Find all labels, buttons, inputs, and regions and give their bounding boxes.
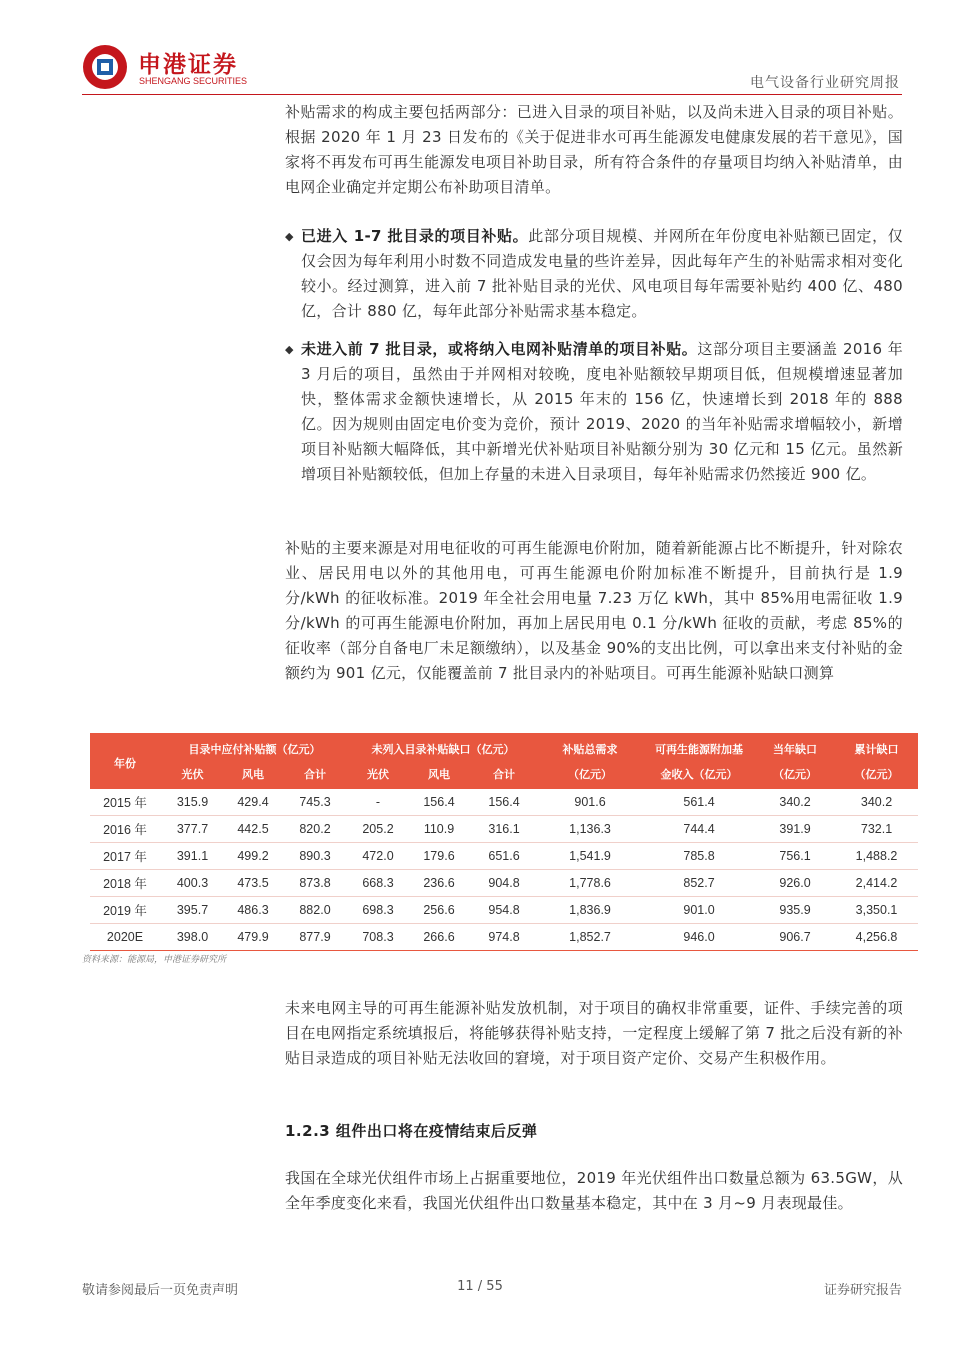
- table-cell: 1,136.3: [537, 816, 643, 843]
- bullet-text: [301, 337, 903, 487]
- subheader-wind: 风电: [225, 761, 281, 789]
- subheader-pv: 光伏: [160, 761, 225, 789]
- header-year-gap-unit: （亿元）: [755, 761, 835, 789]
- table-cell: 756.1: [755, 843, 835, 870]
- table-cell: 179.6: [407, 843, 471, 870]
- table-cell: 1,778.6: [537, 870, 643, 897]
- table-row: [90, 789, 918, 816]
- table-cell: -: [349, 789, 407, 816]
- table-cell: 110.9: [407, 816, 471, 843]
- table-cell: 340.2: [755, 789, 835, 816]
- table-cell: 852.7: [643, 870, 755, 897]
- table-cell: 954.8: [471, 897, 537, 924]
- table-cell: 904.8: [471, 870, 537, 897]
- table-cell: 340.2: [835, 789, 918, 816]
- table-cell: 873.8: [281, 870, 349, 897]
- table-cell: 890.3: [281, 843, 349, 870]
- paragraph-grid-mechanism: 未来电网主导的可再生能源补贴发放机制，对于项目的确权非常重要，证件、手续完善的项目在电网指定系统填报后，将能够获得补贴支持，一定程度上缓解了第 7 批之后没有新的补贴目录造成的项目补贴无法收回的窘境，对于项目资产定价、交易产生积极作用。: [285, 999, 903, 1067]
- table-cell: 2016 年: [90, 816, 160, 843]
- table-cell: 1,852.7: [537, 924, 643, 951]
- shengang-logo-icon: [82, 44, 128, 90]
- table-cell: 732.1: [835, 816, 918, 843]
- table-cell: 398.0: [160, 924, 225, 951]
- table-source-note: 资料来源：能源局，申港证券研究所: [82, 955, 227, 965]
- table-cell: 745.3: [281, 789, 349, 816]
- header-cumulative-gap-unit: （亿元）: [835, 761, 918, 789]
- bullet-heading: 未进入前 7 批目录，或将纳入电网补贴清单的项目补贴。: [301, 340, 698, 358]
- bullet-body: 这部分项目主要涵盖 2016 年 3 月后的项目，虽然由于并网相对较晚，度电补贴额较早期项目低，但规模增速显著加快，整体需求金额快速增长，从 2015 年末的 156 亿，快速增长到 2018 年的 888 亿。因为规则由固定电价变为竞价，预计 2019、2020 的当年补贴需求增幅较小，新增项目补贴额大幅降低，其中新增光伏补贴项目补贴额分别为 30 亿元和 15 亿元。虽然新增项目补贴额较低，但加上存量的未进入目录项目，每年补贴需求仍然接近 900 亿。: [301, 340, 904, 483]
- subheader-wind: 风电: [407, 761, 471, 789]
- table-cell: 708.3: [349, 924, 407, 951]
- subheader-pv: 光伏: [349, 761, 407, 789]
- table-cell: 946.0: [643, 924, 755, 951]
- table-row: [90, 816, 918, 843]
- table-cell: 901.0: [643, 897, 755, 924]
- table-cell: 668.3: [349, 870, 407, 897]
- table-cell: 316.1: [471, 816, 537, 843]
- table-cell: 3,350.1: [835, 897, 918, 924]
- table-cell: 429.4: [225, 789, 281, 816]
- table-cell: 395.7: [160, 897, 225, 924]
- table-cell: 698.3: [349, 897, 407, 924]
- header-total-demand: 补贴总需求: [537, 733, 643, 761]
- table-cell: 651.6: [471, 843, 537, 870]
- table-cell: 561.4: [643, 789, 755, 816]
- table-cell: 785.8: [643, 843, 755, 870]
- table-cell: 820.2: [281, 816, 349, 843]
- table-cell: 156.4: [471, 789, 537, 816]
- paragraph-subsidy-source: 补贴的主要来源是对用电征收的可再生能源电价附加，随着新能源占比不断提升，针对除农业、居民用电以外的其他用电，可再生能源电价附加标准不断提升，目前执行是 1.9 分/kWh 的征收标准。2019 年全社会用电量 7.23 万亿 kWh，其中 85%用电需征收 1.9 分/kWh 的可再生能源电价附加，再加上居民用电 0.1 分/kWh 征收的贡献，考虑 85%的征收率（部分自备电厂未足额缴纳），以及基金 90%的支出比例，可以拿出来支付补贴的金额约为 901 亿元，仅能覆盖前 7 批目录内的补贴项目。可再生能源补贴缺口测算: [285, 539, 903, 682]
- footer-report-type: 证券研究报告: [823, 1283, 902, 1298]
- bullet-unlisted-projects: [285, 337, 903, 487]
- paragraph-subsidy-composition: 补贴需求的构成主要包括两部分：已进入目录的项目补贴，以及尚未进入目录的项目补贴。根据 2020 年 1 月 23 日发布的《关于促进非水可再生能源发电健康发展的若干意见》，国家将不再发布可再生能源发电项目补助目录，所有符合条件的存量项目均纳入补贴清单，由电网企业确定并定期公布补助项目清单。: [285, 103, 903, 196]
- logo-english-name: SHENGANG SECURITIES: [139, 76, 248, 86]
- table-cell: 377.7: [160, 816, 225, 843]
- table-cell: 2017 年: [90, 843, 160, 870]
- table-cell: 1,488.2: [835, 843, 918, 870]
- page-number: 11 / 55: [457, 1279, 503, 1294]
- table-cell: 156.4: [407, 789, 471, 816]
- header-divider: [82, 94, 902, 95]
- paragraph-module-export: 我国在全球光伏组件市场上占据重要地位，2019 年光伏组件出口数量总额为 63.5GW，从全年季度变化来看，我国光伏组件出口数量基本稳定，其中在 3 月~9 月表现最佳。: [285, 1169, 903, 1212]
- bullet-heading: 已进入 1-7 批目录的项目补贴。: [301, 227, 529, 245]
- table-cell: 906.7: [755, 924, 835, 951]
- table-row: [90, 870, 918, 897]
- header-total-demand-unit: （亿元）: [537, 761, 643, 789]
- header-year: 年份: [90, 733, 160, 789]
- table-cell: 499.2: [225, 843, 281, 870]
- logo-chinese-name: 申港证券: [138, 52, 238, 78]
- company-logo: [82, 44, 332, 94]
- subsidy-gap-table: [90, 733, 918, 951]
- bullet-diamond-icon: ◆: [285, 343, 294, 356]
- header-listed-group: 目录中应付补贴额（亿元）: [160, 733, 349, 761]
- table-cell: 935.9: [755, 897, 835, 924]
- table-cell: 391.9: [755, 816, 835, 843]
- table-cell: 901.6: [537, 789, 643, 816]
- table-cell: 315.9: [160, 789, 225, 816]
- table-cell: 2015 年: [90, 789, 160, 816]
- table-cell: 236.6: [407, 870, 471, 897]
- table-cell: 2,414.2: [835, 870, 918, 897]
- table-cell: 442.5: [225, 816, 281, 843]
- table-cell: 479.9: [225, 924, 281, 951]
- table-row: [90, 924, 918, 951]
- table-row: [90, 897, 918, 924]
- table-cell: 882.0: [281, 897, 349, 924]
- header-cumulative-gap: 累计缺口: [835, 733, 918, 761]
- table-cell: 266.6: [407, 924, 471, 951]
- bullet-body: 此部分项目规模、并网所在年份度电补贴额已固定，仅仅会因为每年利用小时数不同造成发电量的些许差异，因此每年产生的补贴需求相对变化较小。经过测算，进入前 7 批补贴目录的光伏、风电项目每年需要补贴约 400 亿、480 亿，合计 880 亿，每年此部分补贴需求基本稳定。: [301, 227, 903, 320]
- table-cell: 205.2: [349, 816, 407, 843]
- table-cell: 877.9: [281, 924, 349, 951]
- header-fund-income-unit: 金收入（亿元）: [643, 761, 755, 789]
- table-cell: 256.6: [407, 897, 471, 924]
- table-cell: 2020E: [90, 924, 160, 951]
- table-cell: 974.8: [471, 924, 537, 951]
- table-row: [90, 843, 918, 870]
- table-cell: 2018 年: [90, 870, 160, 897]
- header-year-gap: 当年缺口: [755, 733, 835, 761]
- subheader-total: 合计: [281, 761, 349, 789]
- bullet-text: [301, 224, 903, 324]
- table-cell: 473.5: [225, 870, 281, 897]
- section-heading: 1.2.3 组件出口将在疫情结束后反弹: [285, 1122, 538, 1140]
- table-cell: 2019 年: [90, 897, 160, 924]
- table-cell: 486.3: [225, 897, 281, 924]
- subheader-total: 合计: [471, 761, 537, 789]
- bullet-diamond-icon: ◆: [285, 230, 294, 243]
- header-unlisted-group: 未列入目录补贴缺口（亿元）: [349, 733, 537, 761]
- table-cell: 4,256.8: [835, 924, 918, 951]
- table-cell: 1,836.9: [537, 897, 643, 924]
- table-cell: 472.0: [349, 843, 407, 870]
- footer-disclaimer: 敬请参阅最后一页免责声明: [82, 1283, 239, 1298]
- table-cell: 400.3: [160, 870, 225, 897]
- bullet-listed-projects: [285, 224, 903, 324]
- table-cell: 744.4: [643, 816, 755, 843]
- table-cell: 391.1: [160, 843, 225, 870]
- table-cell: 1,541.9: [537, 843, 643, 870]
- header-fund-income: 可再生能源附加基: [643, 733, 755, 761]
- report-category-title: 电气设备行业研究周报: [750, 75, 900, 91]
- table-cell: 926.0: [755, 870, 835, 897]
